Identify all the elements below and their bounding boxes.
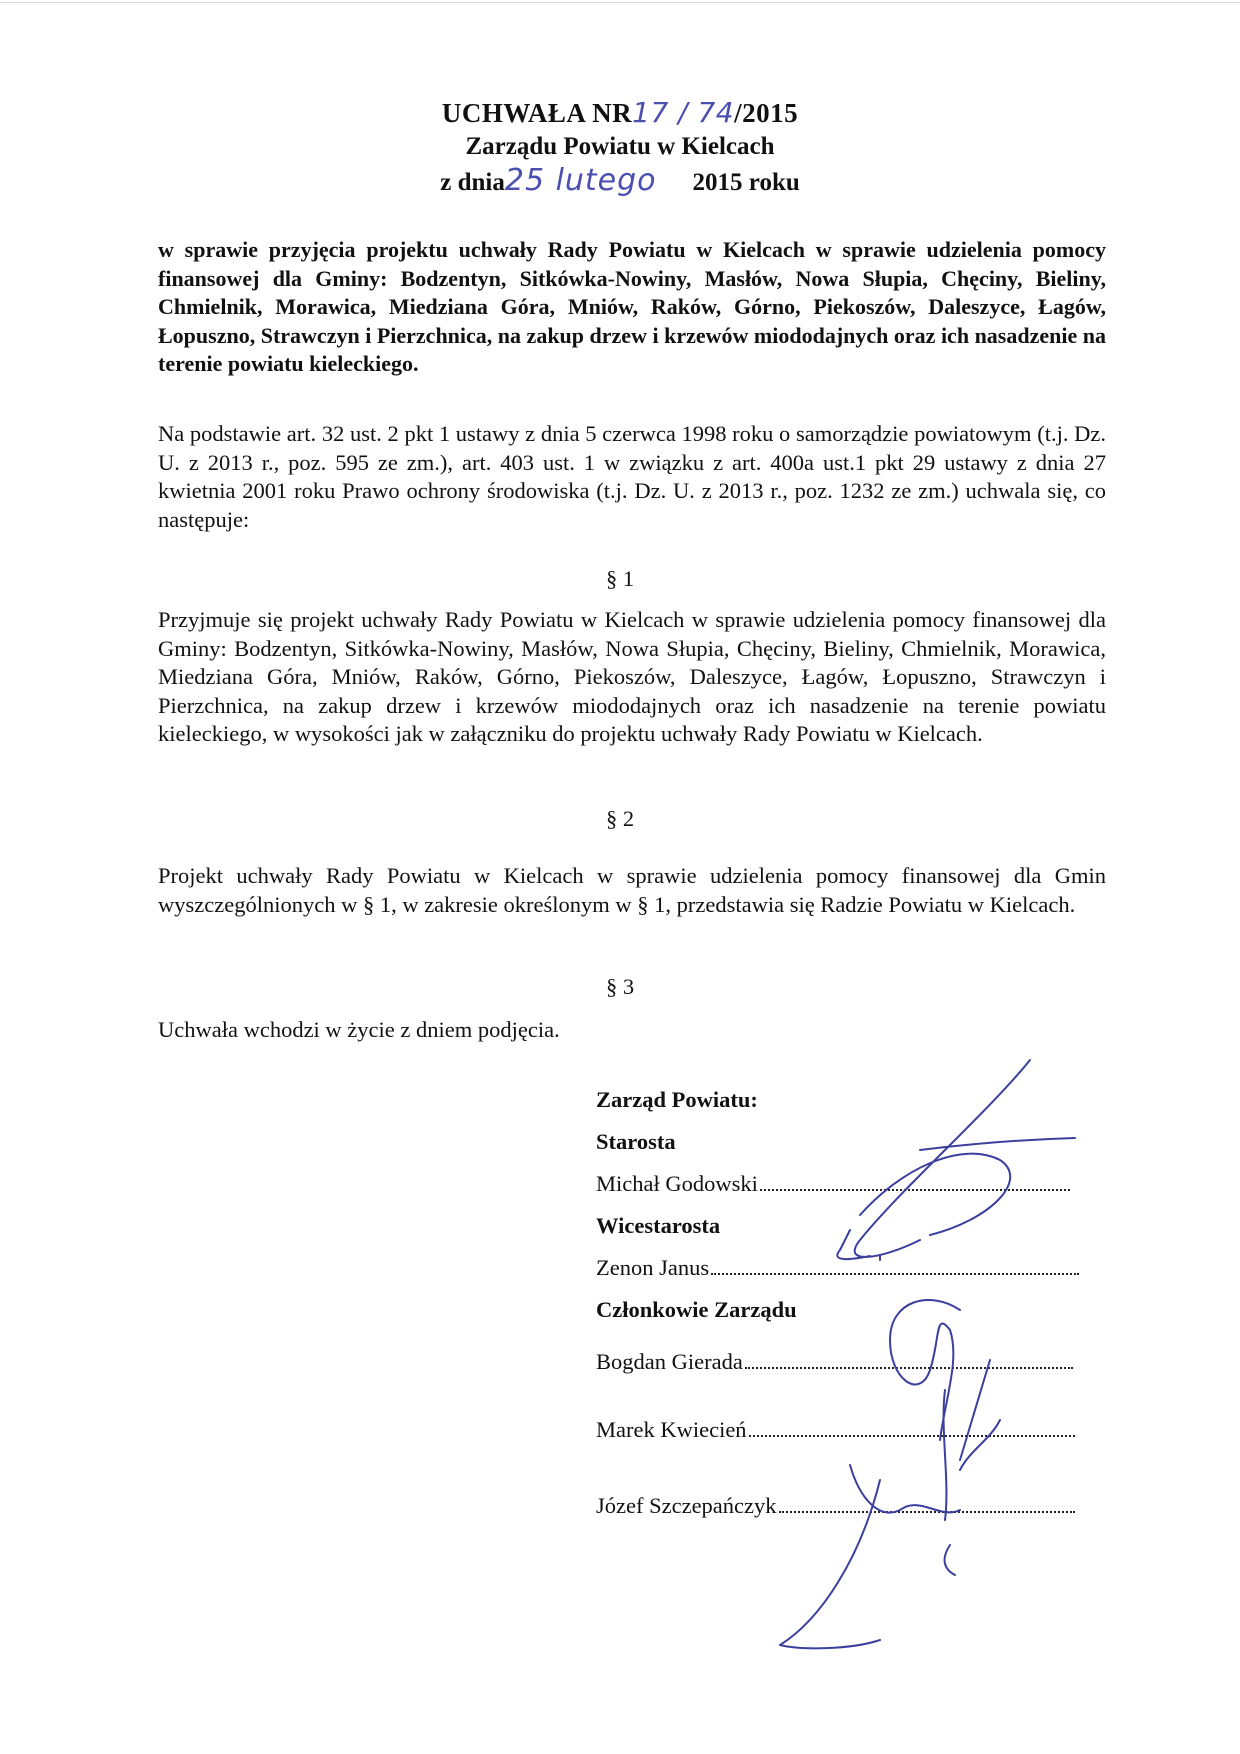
section-2-text: Projekt uchwały Rady Powiatu w Kielcach w sprawie udzielenia pomocy finansowej dla Gmin wyszczególnionych w § 1, w zakresie określonym w § 1, przedstawia się Radzie Powiatu w Kielcach.: [158, 863, 1106, 917]
resolution-date-line: [0, 164, 1240, 200]
section-3-text: Uchwała wchodzi w życie z dniem podjęcia.: [158, 1017, 560, 1042]
member-name: Bogdan Gierada: [596, 1349, 743, 1374]
signature-dots: [760, 1171, 1070, 1191]
resolution-title-line: [0, 96, 1240, 130]
starosta-heading: Starosta: [596, 1129, 676, 1154]
signature-vice-starosta: [880, 1255, 960, 1440]
section-1-text: Przyjmuje się projekt uchwały Rady Powiatu w Kielcach w sprawie udzielenia pomocy finansowej dla Gminy: Bodzentyn, Sitkówka-Nowiny, Masłów, Nowa Słupia, Chęciny, Bieliny, Chmielnik, Morawica, Miedziana Góra, Mniów, Raków, Górno, Piekoszów, Daleszyce, Łagów, Łopuszno, Strawczyn i Pierzchnica, na zakup drzew i krzewów miododajnych oraz ich nasadzenie na terenie powiatu kieleckiego, w wysokości jak w załączniku do projektu uchwały Rady Powiatu w Kielcach.: [158, 607, 1106, 746]
board-members-heading: Członkowie Zarządu: [596, 1297, 797, 1322]
vice-starosta-heading: Wicestarosta: [596, 1213, 721, 1238]
vice-starosta-signature-line: [596, 1255, 1079, 1281]
scan-edge-line: [0, 2, 1240, 3]
title-year: /2015: [734, 98, 799, 128]
member-signature-line: [596, 1417, 1075, 1443]
starosta-signature-line: [596, 1171, 1070, 1197]
member-signature-line: [596, 1493, 1075, 1519]
signature-dots: [749, 1417, 1075, 1437]
section-3-heading: § 3: [605, 974, 635, 999]
resolution-subject: w sprawie przyjęcia projektu uchwały Rady Powiatu w Kielcach w sprawie udzielenia pomocy finansowej dla Gminy: Bodzentyn, Sitkówka-Nowiny, Masłów, Nowa Słupia, Chęciny, Bieliny, Chmielnik, Morawica, Miedziana Góra, Mniów, Raków, Górno, Piekoszów, Daleszyce, Łagów, Łopuszno, Strawczyn i Pierzchnica, na zakup drzew i krzewów miododajnych oraz ich nasadzenie na terenie powiatu kieleckiego.: [158, 237, 1106, 376]
date-prefix: z dnia: [440, 169, 505, 196]
board-name: Zarządu Powiatu w Kielcach: [465, 133, 775, 160]
section-1-heading: § 1: [605, 566, 635, 591]
handwritten-resolution-number: 17 / 74: [632, 96, 735, 129]
signature-dots: [779, 1493, 1075, 1513]
date-suffix: 2015 roku: [692, 169, 800, 196]
legal-basis-paragraph: Na podstawie art. 32 ust. 2 pkt 1 ustawy z dnia 5 czerwca 1998 roku o samorządzie powiatowym (t.j. Dz. U. z 2013 r., poz. 595 ze zm.), art. 403 ust. 1 w związku z art. 400a ust.1 pkt 29 ustawy z dnia 27 kwietnia 2001 roku Prawo ochrony środowiska (t.j. Dz. U. z 2013 r., poz. 1232 ze zm.) uchwala się, co następuje:: [158, 421, 1106, 532]
signature-dots: [711, 1255, 1079, 1275]
signature-starosta: [837, 1060, 1075, 1259]
signature-dots: [745, 1349, 1073, 1369]
member-name: Marek Kwiecień: [596, 1417, 747, 1442]
starosta-name: Michał Godowski: [596, 1171, 758, 1196]
vice-starosta-name: Zenon Janus: [596, 1255, 710, 1280]
board-signature-heading: Zarząd Powiatu:: [596, 1087, 758, 1112]
title-prefix: UCHWAŁA NR: [441, 98, 633, 128]
member-signature-line: [596, 1349, 1073, 1375]
section-2-heading: § 2: [605, 806, 635, 831]
resolution-header: [0, 96, 1240, 200]
member-name: Józef Szczepańczyk: [596, 1493, 777, 1518]
handwritten-date: 25 lutego: [504, 163, 657, 198]
